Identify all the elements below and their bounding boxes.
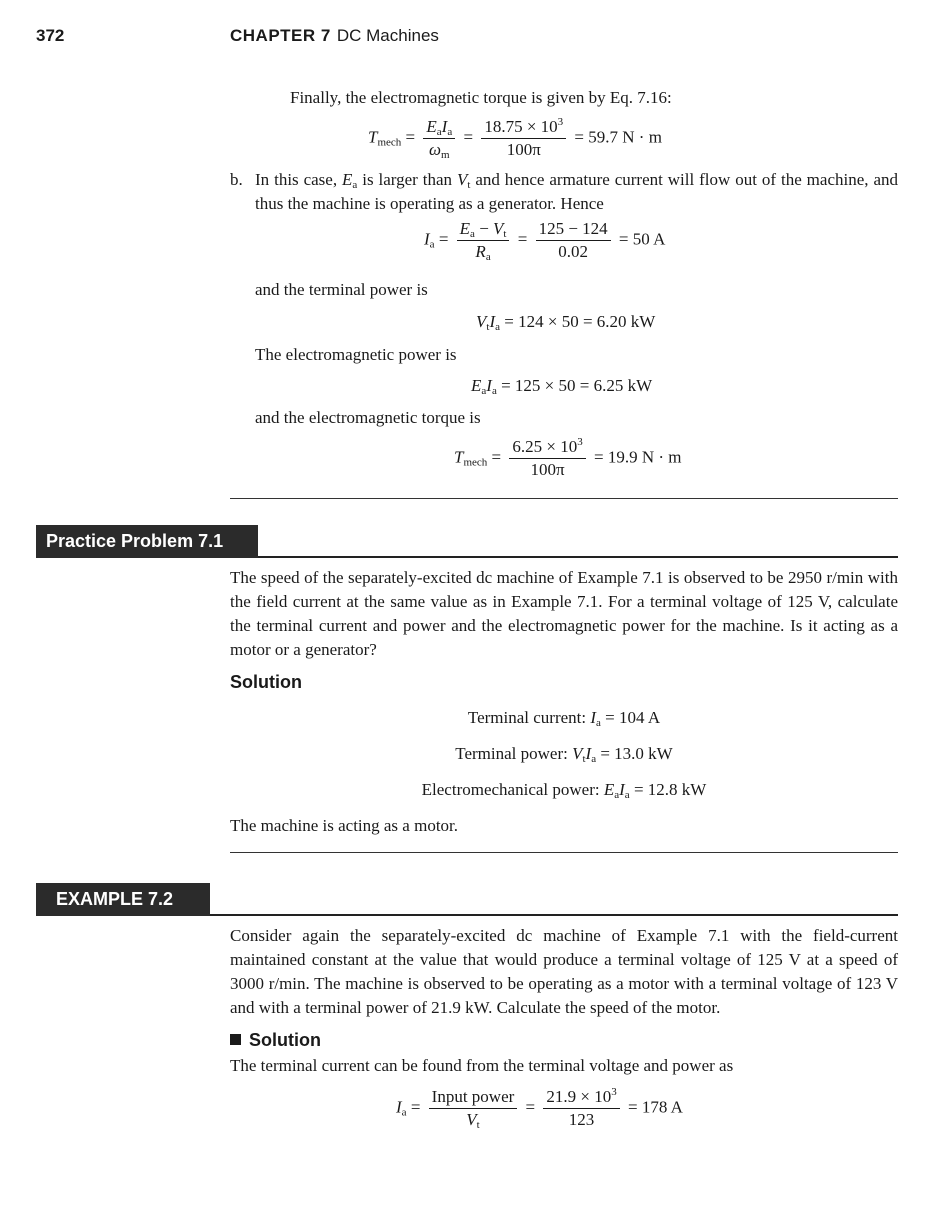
example-solution-text: The terminal current can be found from the terminal voltage and power as [230,1056,734,1075]
solution-line-em-power: Electromechanical power: $E_aI_a = 12.8$ kW [421,780,707,801]
practice-problem-banner: Practice Problem 7.1 [36,525,258,558]
fraction: $\frac{E_a - V_t}{R_a}$ [457,218,510,263]
solution-line-power: Terminal power: $V_tI_a = 13.0$ kW [455,744,673,765]
running-header [230,26,439,46]
practice-problem-text: The speed of the separately-excited dc machine of Example 7.1 is observed to be 2950 r/min with the field current at the same value as in Example 7.1. For a terminal voltage of 125 V, calculate the terminal current and power and the electromagnetic power for the machine. Is it acting as a motor or a generator? [230,568,898,659]
part-b-label: b. [230,170,243,189]
equation-torque-b: $T_{mech}$ = $\frac{6.25 \times 10^3}{100\pi}$ = 19.9 N · m [454,436,682,479]
fraction: $\frac{125 - 124}{0.02}$ [536,218,611,263]
part-b-text: In this case, $E_a$ is larger than $V_t$ and hence armature current will flow out of the machine, and thus the machine is operating as a generator. Hence [255,170,898,213]
em-power-text: The electromagnetic power is [255,345,457,364]
fraction: $\frac{21.9 \times 10^3}{123}$ [543,1086,619,1131]
equation-torque-a: $T_{mech}$ = $\frac{E_aI_a}{\omega_m}$ = $\frac{18.75 \times 10^3}{100\pi}$ = 59.7 N · m [368,116,662,161]
example-text: Consider again the separately-excited dc machine of Example 7.1 with the field-current maintained constant at the value that would produce a terminal voltage of 125 V at a speed of 3000 r/min. The machine is observed to be operating as a motor with a terminal voltage of 123 V and with a terminal power of 21.9 kW. Calculate the speed of the motor. [230,926,898,1017]
page-number: 372 [36,26,65,45]
intro-torque-text: Finally, the electromagnetic torque is given by Eq. 7.16: [290,88,672,107]
practice-conclusion: The machine is acting as a motor. [230,816,459,835]
equation-terminal-power: $V_tI_a = 124 \times 50 = 6.20$ kW [476,312,656,333]
square-bullet-icon [230,1034,241,1045]
example-banner: EXAMPLE 7.2 [36,883,210,916]
fraction: $\frac{\text{Input power}}{V_t}$ [429,1086,518,1131]
practice-solution-heading: Solution [230,672,302,692]
fraction: $\frac{18.75 \times 10^3}{100\pi}$ [481,116,566,161]
chapter-title: DC Machines [336,26,439,45]
fraction: $\frac{E_aI_a}{\omega_m}$ [423,116,455,161]
section-divider [230,498,898,499]
fraction: $\frac{6.25 \times 10^3}{100\pi}$ [509,436,585,481]
solution-line-current: Terminal current: $I_a = 104$ A [467,708,661,729]
section-divider [230,852,898,853]
example-solution-heading: Solution [230,1030,321,1051]
equation-armature-current: $I_a$ = $\frac{E_a - V_t}{R_a}$ = $\frac{125 - 124}{0.02}$ = 50 A [424,219,666,263]
terminal-power-text: and the terminal power is [255,280,428,299]
banner-underline [210,914,898,916]
em-torque-text: and the electromagnetic torque is [255,408,481,427]
banner-underline [258,556,898,558]
equation-em-power: $E_aI_a = 125 \times 50 = 6.25$ kW [471,376,653,397]
chapter-label: CHAPTER 7 [230,26,331,45]
equation-terminal-current: $I_a$ = $\frac{\text{Input power}}{V_t}$ = $\frac{21.9 \times 10^3}{123}$ = 178 A [396,1086,683,1131]
